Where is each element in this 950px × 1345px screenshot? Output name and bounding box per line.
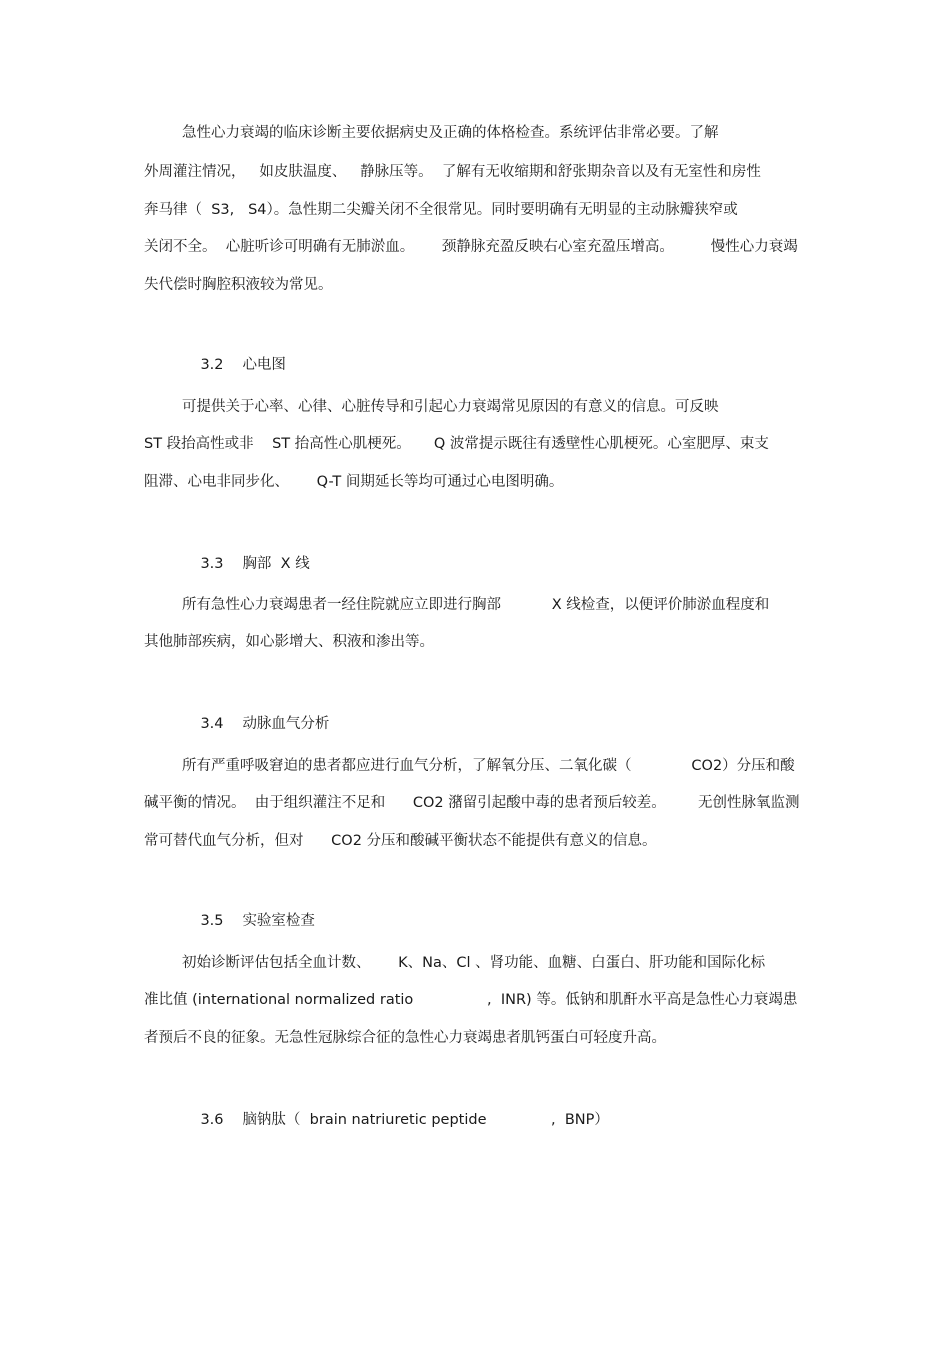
- section-heading: [182, 1090, 609, 1150]
- paragraph-line: 外周灌注情况， 如皮肤温度、 静脉压等。 了解有无收缩期和舒张期杂音以及有无室性和房性: [144, 164, 761, 180]
- paragraph-line: 碱平衡的情况。 由于组织灌注不足和 CO2 潴留引起酸中毒的患者预后较差。 无创性脉氧监测: [144, 795, 800, 811]
- paragraph-line: 可提供关于心率、心律、心脏传导和引起心力衰竭常见原因的有意义的信息。可反映: [182, 399, 719, 415]
- section-number: 3.3: [200, 556, 224, 572]
- paragraph-line: 失代偿时胸腔积液较为常见。: [144, 277, 333, 293]
- paragraph-line: 者预后不良的征象。无急性冠脉综合征的急性心力衰竭患者肌钙蛋白可轻度升高。: [144, 1030, 666, 1046]
- section-title: 实验室检查: [242, 913, 315, 929]
- paragraph-line: 所有急性心力衰竭患者一经住院就应立即进行胸部 X 线检查，以便评价肺淤血程度和: [182, 597, 770, 613]
- section-title: 心电图: [242, 357, 286, 373]
- section-title: 动脉血气分析: [242, 716, 330, 732]
- section-heading: [182, 335, 286, 395]
- paragraph-line: 初始诊断评估包括全血计数、 K、Na、Cl 、肾功能、血糖、白蛋白、肝功能和国际化标: [182, 955, 766, 971]
- paragraph-line: 阻滞、心电非同步化、 Q-T 间期延长等均可通过心电图明确。: [144, 474, 564, 490]
- paragraph-line: 急性心力衰竭的临床诊断主要依据病史及正确的体格检查。系统评估非常必要。了解: [182, 125, 719, 141]
- paragraph-line: 常可替代血气分析，但对 CO2 分压和酸碱平衡状态不能提供有意义的信息。: [144, 833, 657, 849]
- section-number: 3.6: [200, 1112, 224, 1128]
- section-number: 3.4: [200, 716, 224, 732]
- section-heading: [182, 534, 310, 594]
- section-title: 胸部 X 线: [242, 556, 310, 572]
- section-heading: [182, 891, 315, 951]
- paragraph-line: 所有严重呼吸窘迫的患者都应进行血气分析，了解氧分压、二氧化碳（ CO2）分压和酸: [182, 758, 795, 774]
- paragraph-line: 关闭不全。 心脏听诊可明确有无肺淤血。 颈静脉充盈反映右心室充盈压增高。 慢性心力衰竭: [144, 239, 798, 255]
- paragraph-line: 准比值 (international normalized ratio , INR) 等。低钠和肌酐水平高是急性心力衰竭患: [144, 992, 798, 1008]
- paragraph-line: 其他肺部疾病，如心影增大、积液和渗出等。: [144, 634, 434, 650]
- paragraph-line: ST 段抬高性或非 ST 抬高性心肌梗死。 Q 波常提示既往有透壁性心肌梗死。心室肥厚、束支: [144, 436, 769, 452]
- section-number: 3.2: [200, 357, 224, 373]
- section-number: 3.5: [200, 913, 224, 929]
- section-title: 脑钠肽（ brain natriuretic peptide , BNP）: [242, 1112, 609, 1128]
- paragraph-line: 奔马律（ S3, S4）。急性期二尖瓣关闭不全很常见。同时要明确有无明显的主动脉瓣狭窄或: [144, 202, 738, 218]
- section-heading: [182, 694, 329, 754]
